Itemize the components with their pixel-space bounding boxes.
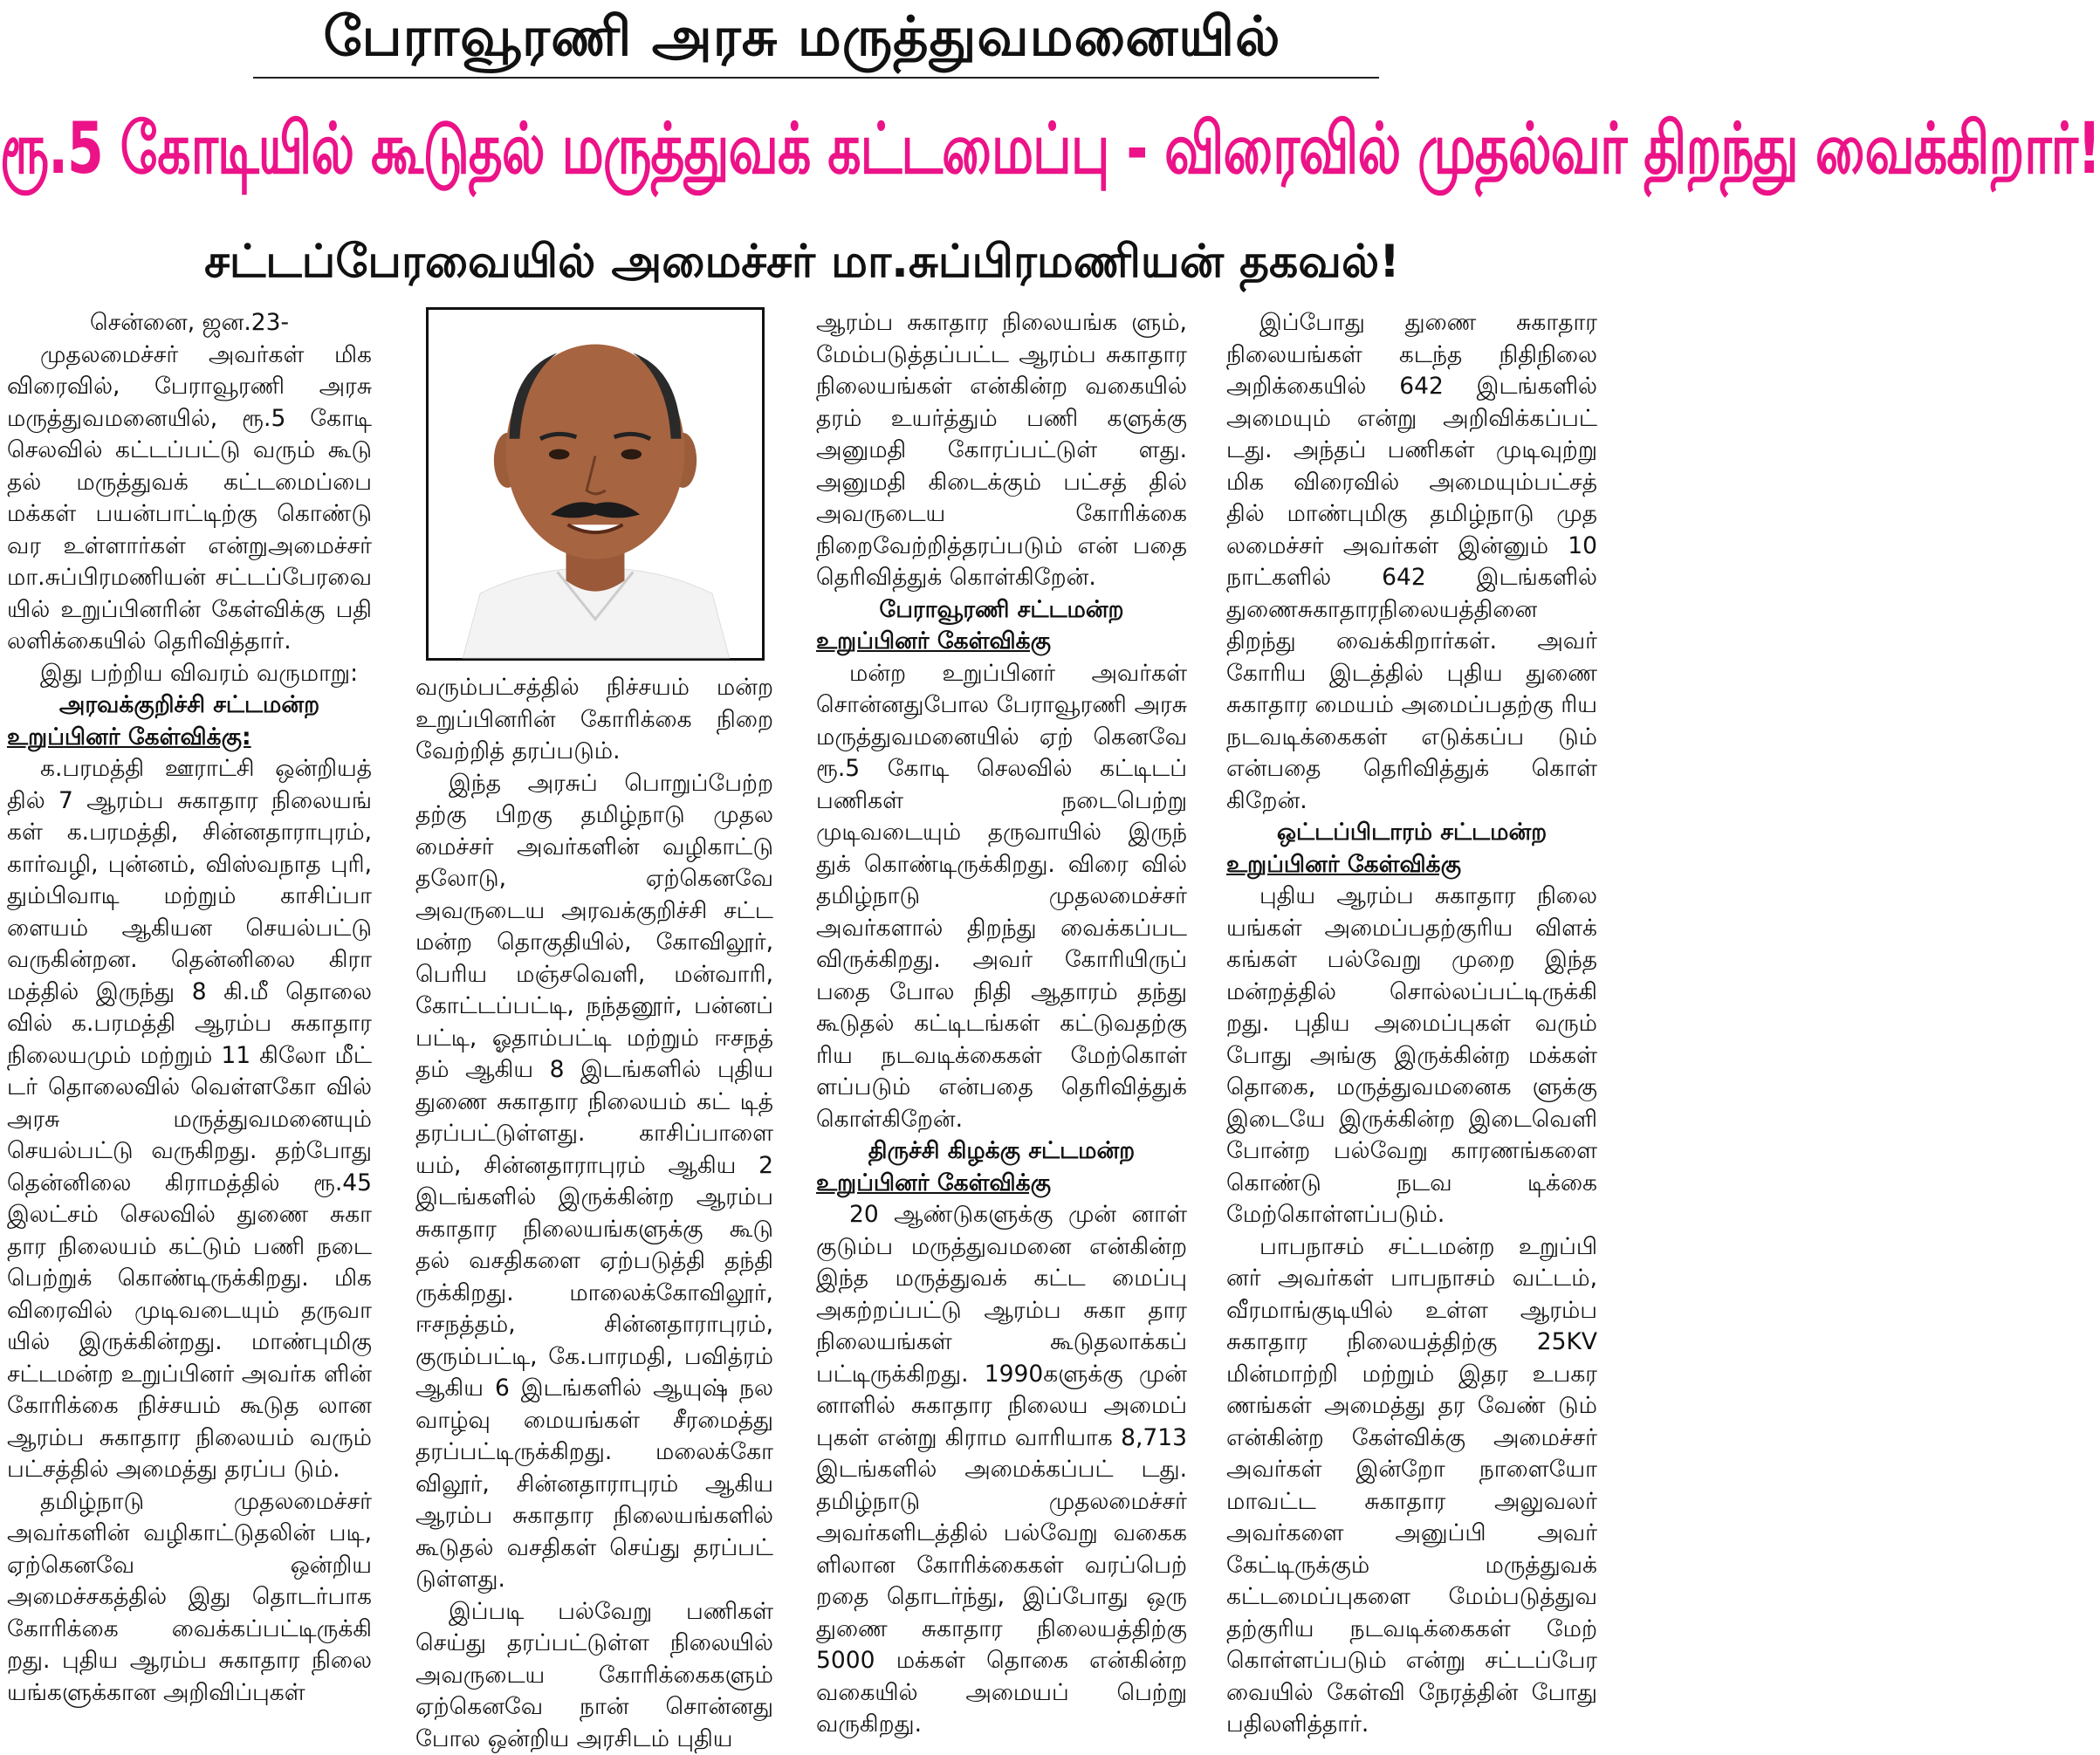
paragraph: இந்த அரசுப் பொறுப்பேற்ற தற்கு பிறகு தமிழ்நாடு முதல மைச்சர் அவர்களின் வழிகாட்டு தலோடு, ஏற்கெனவே அவருடைய அரவக்குறிச்சி சட்ட மன்ற தொகுதியில், கோவிலூர், பெரிய மஞ்சவெளி, மன்வாரி, கோட்டப்பட்டி, நந்தனூர், பன்னப் பட்டி, ஓதாம்பட்டி மற்றும் ஈசநத் தம் ஆகிய 8 இடங்களில் புதிய துணை சுகாதார நிலையம் கட் டித் தரப்பட்டுள்ளது. காசிப்பாளை யம், சின்னதாராபுரம் ஆகிய 2 இடங்களில் இருக்கின்ற ஆரம்ப சுகாதார நிலையங்களுக்கு கூடு தல் வசதிகளை ஏற்படுத்தி தந்தி ருக்கிறது. மாலைக்கோவிலூர், ஈசநத்தம், சின்னதாராபுரம், குரும்பட்டி, கே.பாரமதி, பவித்ரம் ஆகிய 6 இடங்களில் ஆயுஷ் நல வாழ்வு மையங்கள் சீரமைத்து தரப்பட்டிருக்கிறது. மலைக்கோ விலூர், சின்னதாராபுரம் ஆகிய ஆரம்ப சுகாதார நிலையங்களில் கூடுதல் வசதிகள் செய்து தரப்பட் டுள்ளது.: [415, 768, 773, 1596]
paragraph: ஆரம்ப சுகாதார நிலையங்க ளும், மேம்படுத்தப்பட்ட ஆரம்ப சுகாதார நிலையங்கள் என்கின்ற வகையில் தரம் உயர்த்தும் பணி களுக்கு அனுமதி கோரப்பட்டுள் ளது. அனுமதி கிடைக்கும் பட்சத் தில் அவருடைய கோரிக்கை நிறைவேற்றித்தரப்படும் என் பதை தெரிவித்துக் கொள்கிறேன்.: [816, 307, 1187, 594]
paragraph: பாபநாசம் சட்டமன்ற உறுப்பி னர் அவர்கள் பாபநாசம் வட்டம், வீரமாங்குடியில் உள்ள ஆரம்ப சுகாதார நிலையத்திற்கு 25KV மின்மாற்றி மற்றும் இதர உபகர ணங்கள் அமைத்து தர வேண் டும் என்கின்ற கேள்விக்கு அமைச்சர் அவர்கள் இன்றோ நாளையோ மாவட்ட சுகாதார அலுவலர் அவர்களை அனுப்பி அவர் கேட்டிருக்கும் மருத்துவக் கட்டமைப்புகளை மேம்படுத்துவ தற்குரிய நடவடிக்கைகள் மேற் கொள்ளப்படும் என்று சட்டப்பேர வையில் கேள்வி நேரத்தின் போது பதிலளித்தார்.: [1226, 1231, 1597, 1741]
subheading-line: உறுப்பினர் கேள்விக்கு: [816, 1169, 1051, 1196]
paragraph: தமிழ்நாடு முதலமைச்சர் அவர்களின் வழிகாட்டுதலின் படி, ஏற்கெனவே ஒன்றிய அமைச்சகத்தில் இது தொடர்பாக கோரிக்கை வைக்கப்பட்டிருக்கி றது. புதிய ஆரம்ப சுகாதார நிலை யங்களுக்கான அறிவிப்புகள்: [7, 1486, 372, 1710]
paragraph: க.பரமத்தி ஊராட்சி ஒன்றியத் தில் 7 ஆரம்ப சுகாதார நிலையங் கள் க.பரமத்தி, சின்னதாராபுரம், கார்வழி, புன்னம், விஸ்வநாத புரி, தும்பிவாடி மற்றும் காசிப்பா ளையம் ஆகியன செயல்பட்டு வருகின்றன. தென்னிலை கிரா மத்தில் இருந்து 8 கி.மீ தொலை வில் க.பரமத்தி ஆரம்ப சுகாதார நிலையமும் மற்றும் 11 கிலோ மீட் டர் தொலைவில் வெள்ளகோ வில் அரசு மருத்துவமனையும் செயல்பட்டு வருகிறது. தற்போது தென்னிலை கிராமத்தில் ரூ.45 இலட்சம் செலவில் துணை சுகா தார நிலையம் கட்டும் பணி நடை பெற்றுக் கொண்டிருக்கிறது. மிக விரைவில் முடிவடையும் தருவா யில் இருக்கின்றது. மாண்புமிகு சட்டமன்ற உறுப்பினர் அவர்க ளின் கோரிக்கை நிச்சயம் கூடுத லான ஆரம்ப சுகாதார நிலையம் வரும் பட்சத்தில் அமைத்து தரப்ப டும்.: [7, 753, 372, 1486]
section-subheading: [816, 626, 1187, 658]
sub-headline: சட்டப்பேரவையில் அமைச்சர் மா.சுப்பிரமணியன் தகவல்!: [0, 229, 1604, 295]
article-column-1: [7, 307, 372, 1747]
subheading-line: பேராவூரணி சட்டமன்ற: [879, 596, 1123, 623]
paragraph: முதலமைச்சர் அவர்கள் மிக விரைவில், பேராவூரணி அரசு மருத்துவமனையில், ரூ.5 கோடி செலவில் கட்டப்பட்டு வரும் கூடு தல் மருத்துவக் கட்டமைப்பை மக்கள் பயன்பாட்டிற்கு கொண்டு வர உள்ளார்கள் என்றுஅமைச்சர் மா.சுப்பிரமணியன் சட்டப்பேரவை யில் உறுப்பினரின் கேள்விக்கு பதி லளிக்கையில் தெரிவித்தார்.: [7, 339, 372, 658]
kicker-title: பேராவூரணி அரசு மருத்துவமனையில்: [0, 0, 1604, 73]
subheading-line: உறுப்பினர் கேள்விக்கு: [816, 627, 1051, 655]
paragraph: வரும்பட்சத்தில் நிச்சயம் மன்ற உறுப்பினரின் கோரிக்கை நிறை வேற்றித் தரப்படும்.: [415, 672, 773, 768]
paragraph: புதிய ஆரம்ப சுகாதார நிலை யங்கள் அமைப்பதற்குரிய விளக் கங்கள் பல்வேறு முறை இந்த மன்றத்தில் சொல்லப்பட்டிருக்கி றது. புதிய அமைப்புகள் வரும் போது அங்கு இருக்கின்ற மக்கள் தொகை, மருத்துவமனைக ளுக்கு இடையே இருக்கின்ற இடைவெளி போன்ற பல்வேறு காரணங்களை கொண்டு நடவ டிக்கை மேற்கொள்ளப்படும்.: [1226, 881, 1597, 1231]
paragraph: மன்ற உறுப்பினர் அவர்கள் சொன்னதுபோல பேராவூரணி அரசு மருத்துவமனையில் ஏற் கெனவே ரூ.5 கோடி செலவில் கட்டிடப் பணிகள் நடைபெற்று முடிவடையும் தருவாயில் இருந் துக் கொண்டிருக்கிறது. விரை வில் தமிழ்நாடு முதலமைச்சர் அவர்களால் திறந்து வைக்கப்பட விருக்கிறது. அவர் கோரியிருப் பதை போல நிதி ஆதாரம் தந்து கூடுதல் கட்டிடங்கள் கட்டுவதற்கு ரிய நடவடிக்கைகள் மேற்கொள் ளப்படும் என்பதை தெரிவித்துக் கொள்கிறேன்.: [816, 658, 1187, 1136]
section-subheading: [7, 722, 372, 754]
dateline: சென்னை, ஜன.23-: [7, 307, 372, 339]
subheading-line: திருச்சி கிழக்கு சட்டமன்ற: [868, 1137, 1135, 1164]
subheading-line: ஒட்டப்பிடாரம் சட்டமன்ற: [1277, 819, 1547, 846]
subheading-line: உறுப்பினர் கேள்விக்கு:: [7, 723, 251, 751]
section-subheading: [816, 1135, 1187, 1168]
article-column-4: [1226, 307, 1597, 1747]
article-column-3: [816, 307, 1187, 1747]
subheading-line: உறுப்பினர் கேள்விக்கு: [1226, 851, 1461, 878]
portrait-image: [429, 310, 762, 658]
section-subheading: [1226, 849, 1597, 881]
paragraph: இப்படி பல்வேறு பணிகள் செய்து தரப்பட்டுள்ள நிலையில் அவருடைய கோரிக்கைகளும் ஏற்கெனவே நான் சொன்னது போல ஒன்றிய அரசிடம் புதிய: [415, 1596, 773, 1755]
section-subheading: [7, 689, 372, 722]
section-subheading: [816, 594, 1187, 627]
main-headline: ரூ.5 கோடியில் கூடுதல் மருத்துவக் கட்டமைப்பு - விரைவில் முதல்வர் திறந்து வைக்கிறார்!: [0, 61, 1604, 238]
article-column-2: [415, 672, 773, 1747]
paragraph: இப்போது துணை சுகாதார நிலையங்கள் கடந்த நிதிநிலை அறிக்கையில் 642 இடங்களில் அமையும் என்று அறிவிக்கப்பட் டது. அந்தப் பணிகள் முடிவுற்று மிக விரைவில் அமையும்பட்சத் தில் மாண்புமிகு தமிழ்நாடு முத லமைச்சர் அவர்கள் இன்னும் 10 நாட்களில் 642 இடங்களில் துணைசுகாதாரநிலையத்தினை திறந்து வைக்கிறார்கள். அவர் கோரிய இடத்தில் புதிய துணை சுகாதார மையம் அமைப்பதற்கு ரிய நடவடிக்கைகள் எடுக்கப்ப டும் என்பதை தெரிவித்துக் கொள் கிறேன்.: [1226, 307, 1597, 817]
paragraph: இது பற்றிய விவரம் வருமாறு:: [7, 658, 372, 690]
subheading-line: அரவக்குறிச்சி சட்டமன்ற: [59, 691, 319, 718]
section-subheading: [816, 1168, 1187, 1200]
minister-photo: [426, 307, 765, 661]
paragraph: 20 ஆண்டுகளுக்கு முன் னாள் குடும்ப மருத்துவமனை என்கின்ற இந்த மருத்துவக் கட்ட மைப்பு அகற்றப்பட்டு ஆரம்ப சுகா தார நிலையங்கள் கூடுதலாக்கப் பட்டிருக்கிறது. 1990களுக்கு முன் னாளில் சுகாதார நிலைய அமைப் புகள் என்று கிராம வாரியாக 8,713 இடங்களில் அமைக்கப்பட் டது. தமிழ்நாடு முதலமைச்சர் அவர்களிடத்தில் பல்வேறு வகைக ளிலான கோரிக்கைகள் வரப்பெற் றதை தொடர்ந்து, இப்போது ஒரு துணை சுகாதார நிலையத்திற்கு 5000 மக்கள் தொகை என்கின்ற வகையில் அமையப் பெற்று வருகிறது.: [816, 1199, 1187, 1741]
section-subheading: [1226, 817, 1597, 849]
